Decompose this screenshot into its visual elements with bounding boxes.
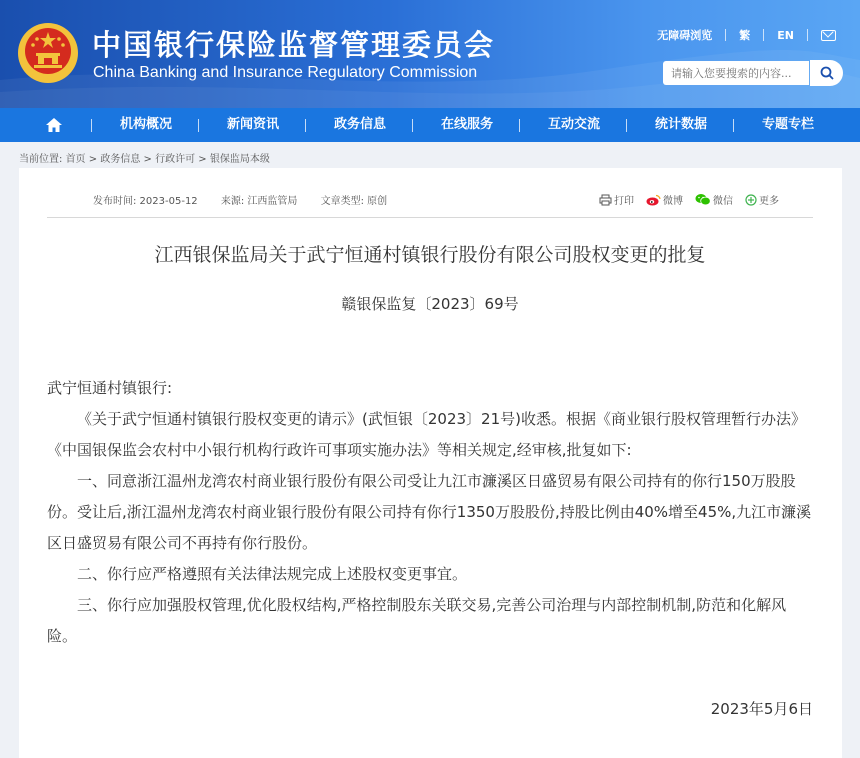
printer-icon (599, 194, 612, 206)
article-source: 来源: 江西监管局 (220, 196, 298, 207)
nav-item-interaction[interactable]: 互动交流 (547, 117, 600, 132)
weibo-label: 微博 (663, 196, 683, 207)
salutation: 武宁恒通村镇银行: (47, 379, 173, 397)
national-emblem-icon (17, 22, 79, 84)
divider (763, 29, 764, 41)
share-bar (599, 192, 791, 207)
article-body (47, 373, 815, 652)
breadcrumb-separator: > (198, 154, 207, 165)
nav-item-news[interactable]: 新闻资讯 (226, 117, 279, 132)
plus-circle-icon (745, 194, 757, 206)
article-meta (93, 192, 407, 207)
nav-divider (198, 119, 199, 132)
divider (725, 29, 726, 41)
breadcrumb-current[interactable]: 银保监局本级 (209, 154, 270, 165)
article-title: 江西银保监局关于武宁恒通村镇银行股份有限公司股权变更的批复 (154, 244, 706, 266)
search-icon (820, 66, 834, 80)
wechat-share-button[interactable] (695, 192, 733, 207)
accessibility-link[interactable]: 无障碍浏览 (657, 29, 713, 42)
nav-item-statistics[interactable]: 统计数据 (654, 117, 707, 132)
nav-divider (412, 119, 413, 132)
nav-divider (305, 119, 306, 132)
site-title-cn: 中国银行保险监督管理委员会 (92, 28, 496, 62)
paragraph: 二、你行应严格遵照有关法律法规完成上述股权变更事宜。 (77, 565, 468, 583)
nav-item-online-service[interactable]: 在线服务 (440, 117, 493, 132)
mail-icon[interactable] (821, 30, 836, 41)
paragraph: 三、你行应加强股权管理,优化股权结构,严格控制股东关联交易,完善公司治理与内部控制机制,防范和化解风险。 (47, 596, 787, 645)
print-button[interactable] (599, 192, 634, 207)
search-button[interactable] (810, 60, 843, 86)
article-type: 文章类型: 原创 (320, 196, 388, 207)
more-share-button[interactable] (745, 192, 779, 207)
more-label: 更多 (759, 196, 779, 207)
nav-item-about[interactable]: 机构概况 (119, 117, 172, 132)
nav-divider (733, 119, 734, 132)
meta-divider (47, 217, 813, 218)
signature-date: 2023年5月6日 (710, 700, 813, 718)
document-number: 赣银保监复〔2023〕69号 (341, 295, 519, 313)
site-title-en: China Banking and Insurance Regulatory Commission (93, 64, 478, 81)
search-input[interactable] (663, 61, 809, 85)
wechat-icon (695, 193, 711, 206)
nav-home[interactable] (38, 108, 70, 142)
main-nav (0, 108, 860, 142)
nav-item-topics[interactable]: 专题专栏 (761, 117, 814, 132)
breadcrumb-separator: > (143, 154, 152, 165)
home-icon (45, 117, 63, 133)
nav-divider (626, 119, 627, 132)
site-header (0, 0, 860, 108)
breadcrumb-prefix: 当前位置: (19, 154, 63, 165)
divider (807, 29, 808, 41)
paragraph: 《关于武宁恒通村镇银行股权变更的请示》(武恒银〔2023〕21号)收悉。根据《商业银行股权管理暂行办法》《中国银保监会农村中小银行机构行政许可事项实施办法》等相关规定,经审核,批复如下: (47, 410, 806, 459)
nav-divider (91, 119, 92, 132)
wechat-label: 微信 (713, 196, 733, 207)
english-link[interactable]: EN (777, 28, 794, 42)
nav-item-gov-info[interactable]: 政务信息 (333, 117, 386, 132)
weibo-icon (646, 194, 661, 206)
publish-time: 发布时间: 2023-05-12 (93, 196, 198, 207)
breadcrumb (19, 150, 270, 165)
weibo-share-button[interactable] (646, 192, 683, 207)
breadcrumb-separator: > (88, 154, 98, 165)
top-links (657, 27, 836, 43)
breadcrumb-admin-license[interactable]: 行政许可 (155, 154, 196, 165)
print-label: 打印 (614, 196, 634, 207)
breadcrumb-gov-info[interactable]: 政务信息 (100, 154, 141, 165)
paragraph: 一、同意浙江温州龙湾农村商业银行股份有限公司受让九江市濂溪区日盛贸易有限公司持有的你行150万股股份。受让后,浙江温州龙湾农村商业银行股份有限公司持有你行1350万股股份,持股比例由40%增至45%,九江市濂溪区日盛贸易有限公司不再持有你行股份。 (47, 472, 812, 552)
breadcrumb-home[interactable]: 首页 (65, 154, 86, 165)
nav-divider (519, 119, 520, 132)
traditional-chinese-link[interactable]: 繁 (739, 29, 751, 42)
